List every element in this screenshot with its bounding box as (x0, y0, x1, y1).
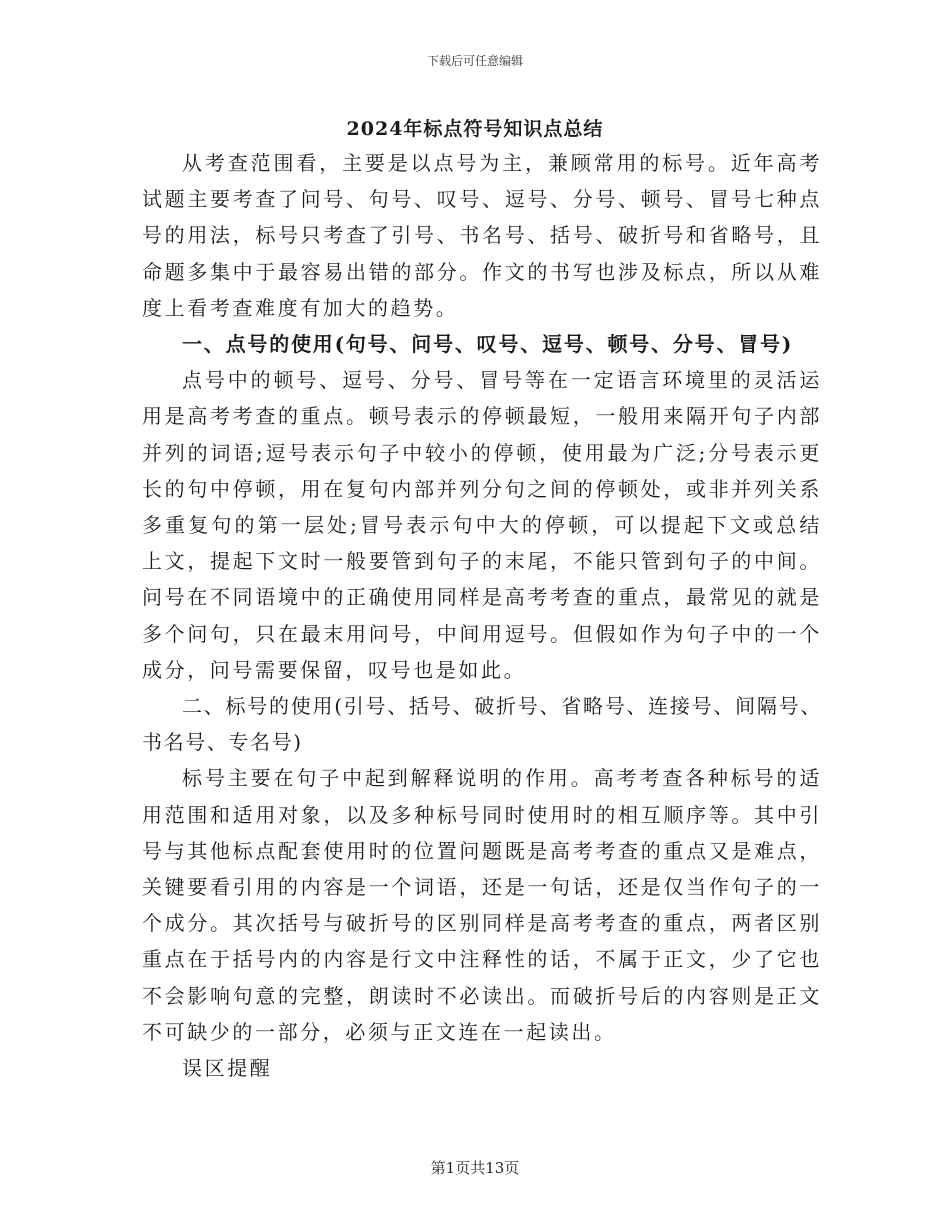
intro-paragraph: 从考查范围看，主要是以点号为主，兼顾常用的标号。近年高考试题主要考查了问号、句号、叹号、逗号、分号、顿号、冒号七种点号的用法，标号只考查了引号、书名号、括号、破折号和省略号，且命题多集中于最容易出错的部分。作文的书写也涉及标点，所以从难度上看考查难度有加大的趋势。 (142, 151, 822, 320)
page-number: 第1页共13页 (430, 1159, 520, 1177)
document-title: 2024年标点符号知识点总结 (346, 118, 604, 140)
section-heading-3: 误区提醒 (182, 1056, 273, 1081)
document-body (142, 145, 822, 1086)
section-heading-2: 二、标号的使用(引号、括号、破折号、省略号、连接号、间隔号、书名号、专名号) (142, 694, 822, 755)
header-note: 下载后可任意编辑 (426, 54, 523, 68)
section-1-paragraph: 点号中的顿号、逗号、分号、冒号等在一定语言环境里的灵活运用是高考考查的重点。顿号表示的停顿最短，一般用来隔开句子内部并列的词语;逗号表示句子中较小的停顿，使用最为广泛;分号表示更长的句中停顿，用在复句内部并列分句之间的停顿处，或非并列关系多重复句的第一层处;冒号表示句中大的停顿，可以提起下文或总结上文，提起下文时一般要管到句子的末尾，不能只管到句子的中间。问号在不同语境中的正确使用同样是高考考查的重点，最常见的就是多个问句，只在最末用问号，中间用逗号。但假如作为句子中的一个成分，问号需要保留，叹号也是如此。 (142, 368, 822, 682)
section-2-paragraph: 标号主要在句子中起到解释说明的作用。高考考查各种标号的适用范围和适用对象，以及多种标号同时使用时的相互顺序等。其中引号与其他标点配套使用时的位置问题既是高考考查的重点又是难点，关键要看引用的内容是一个词语，还是一句话，还是仅当作句子的一个成分。其次括号与破折号的区别同样是高考考查的重点，两者区别重点在于括号内的内容是行文中注释性的话，不属于正文，少了它也不会影响句意的完整，朗读时不必读出。而破折号后的内容则是正文不可缺少的一部分，必须与正文连在一起读出。 (142, 766, 822, 1044)
section-heading-1: 一、点号的使用(句号、问号、叹号、逗号、顿号、分号、冒号) (182, 332, 794, 357)
